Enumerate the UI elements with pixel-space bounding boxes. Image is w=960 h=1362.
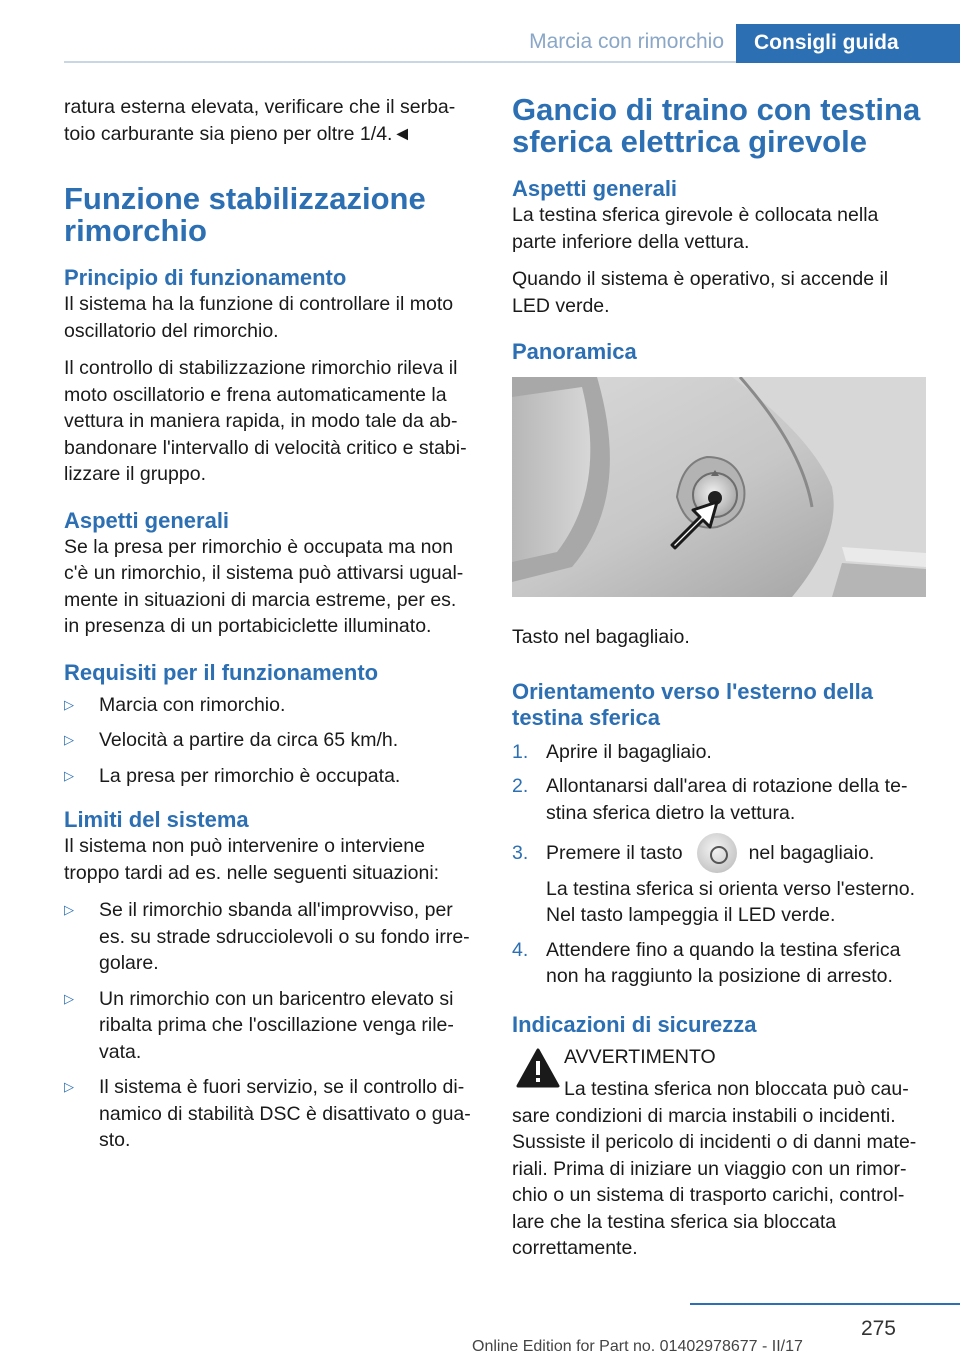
list-item: 1. Aprire il bagagliaio. [512,740,712,763]
step-3-result-line-1: La testina sferica si orienta verso l'esterno. [546,877,915,900]
triangle-bullet-icon: ▷ [64,902,74,917]
subheading-general-right: Aspetti generali [512,176,678,201]
towbar-paragraph-1: La testina sferica girevole è collocata nella parte inferiore della vettura. [512,204,879,253]
triangle-bullet-icon: ▷ [64,767,74,783]
list-item: ▷ La presa per rimorchio è occupata. [64,763,476,790]
subheading-safety: Indicazioni di sicurezza [512,1011,757,1037]
list-item: 2. Allontanarsi dall'area di rotazione della te-stina sferica dietro la vettura. [512,775,908,824]
requirements-list [64,692,476,790]
warning-text-line-1: La testina sferica non bloccata può cau- [564,1078,909,1100]
list-item: ▷ Il sistema è fuori servizio, se il controllo di-namico di stabilità DSC è disattivato o gua-sto. [64,1076,471,1151]
general-paragraph: Se la presa per rimorchio è occupata ma non c'è un rimorchio, il sistema può attivarsi ugual-mente in situazioni di marcia estreme, per es. in presenza di un portabiciclette illuminato. [64,535,464,637]
subheading-general: Aspetti generali [64,507,230,533]
subheading-limits: Limiti del sistema [64,807,249,832]
photo-caption: Tasto nel bagagliaio. [512,626,690,648]
footer-rule [690,1303,960,1305]
section-heading-towbar: Gancio di traino con testina sferica elettrica girevole [512,92,921,159]
list-item: ▷ Se il rimorchio sbanda all'improvviso, per es. su strade sdrucciolevoli o su fondo irre-golare. [64,899,470,974]
warning-label: AVVERTIMENTO [564,1045,716,1068]
warning-triangle-icon [512,1048,564,1088]
list-item: ▷ Velocità a partire da circa 65 km/h. [64,727,476,754]
warning-text-continued: sare condizioni di marcia instabili o incidenti. Sussiste il pericolo di incidenti o di danni mate-riali. Prima di iniziare un viaggio con un rimor-chio o un sistema di trasporto carichi, control-lare che la testina sferica sia bloccata correttamente. [512,1104,917,1259]
intro-paragraph: ratura esterna elevata, verificare che il serba-toio carburante sia pieno per oltre 1/4.◄ [64,96,456,145]
subheading-requirements: Requisiti per il funzionamento [64,659,379,685]
section-heading-stabilization: Funzione stabilizzazione rimorchio [64,181,426,248]
subheading-orientation: Orientamento verso l'esterno della testina sferica [512,678,874,730]
header-chapter-tab: Consigli guida [736,24,960,63]
principle-paragraph-1: Il sistema ha la funzione di controllare il moto oscillatorio del rimorchio. [64,293,454,342]
limits-list [64,897,476,1154]
page-number: 275 [860,1317,896,1340]
orientation-steps [512,739,926,990]
trunk-photo-illustration [512,377,926,597]
list-item: 4. Attendere fino a quando la testina sferica non ha raggiunto la posizione di arresto. [512,938,901,987]
right-column [512,94,926,1273]
header-section-title: Marcia con rimorchio [529,30,724,53]
triangle-bullet-icon: ▷ [64,696,74,712]
left-column [64,94,476,1163]
list-item: ▷ Un rimorchio con un baricentro elevato si ribalta prima che l'oscillazione venga rile-vata. [64,987,454,1063]
triangle-bullet-icon: ▷ [64,990,74,1006]
triangle-bullet-icon: ▷ [64,1079,74,1094]
warning-block [512,1044,926,1103]
subheading-overview: Panoramica [512,339,637,364]
subheading-principle: Principio di funzionamento [64,265,347,290]
step-3-result-line-2: Nel tasto lampeggia il LED verde. [546,904,836,926]
limits-paragraph: Il sistema non può intervenire o interviene troppo tardi ad es. nelle seguenti situazioni: [64,835,440,884]
trunk-button-photo [512,377,926,602]
list-item: ▷ Marcia con rimorchio. [64,692,476,719]
list-item: 3. Premere il tasto nel bagagliaio. La testina sferica si orienta verso l'esterno. Nel tasto lampeggia il LED verde. [512,834,926,929]
towbar-button-icon [697,833,737,873]
edition-note: Online Edition for Part no. 01402978677 - II/17 [472,1338,803,1355]
towbar-paragraph-2: Quando il sistema è operativo, si accende il LED verde. [512,268,889,317]
triangle-bullet-icon: ▷ [64,732,74,747]
principle-paragraph-2: Il controllo di stabilizzazione rimorchio rileva il moto oscillatorio e frena automaticamente la vettura in maniera rapida, in modo tale da ab-bandonare l'intervallo di velocità critico e stabi-lizzare il gruppo. [64,357,467,485]
